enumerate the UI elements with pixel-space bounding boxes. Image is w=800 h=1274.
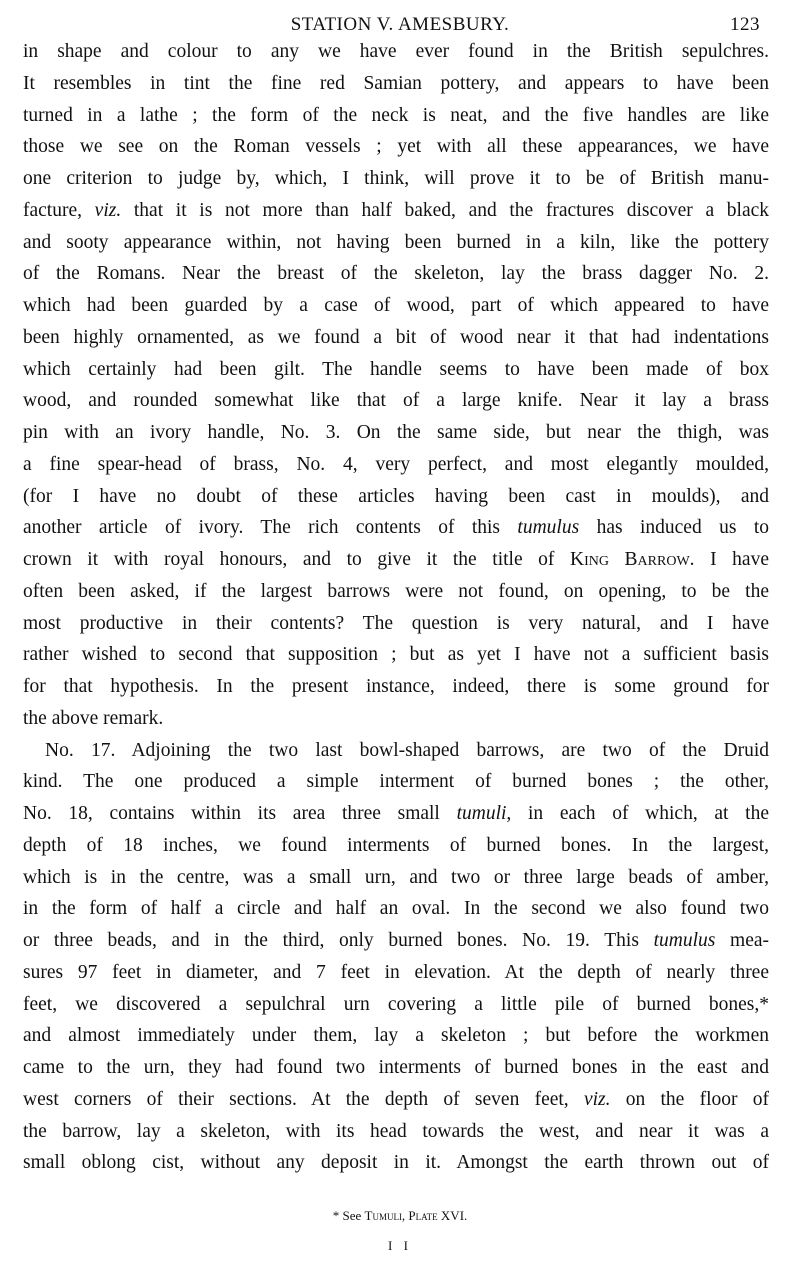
text-line xyxy=(23,36,769,68)
text-line xyxy=(23,989,769,1021)
text-line xyxy=(23,163,769,195)
text-line xyxy=(23,639,769,671)
text-segment: crown it with royal honours, and to give it the title of xyxy=(23,549,570,570)
text-segment: in shape and colour to any we have ever found in the British sepulchres. xyxy=(23,41,769,62)
text-line xyxy=(23,735,769,767)
italic-text: viz. xyxy=(94,199,122,221)
signature-mark: I I xyxy=(388,1238,412,1253)
text-line xyxy=(23,798,769,830)
footnote-marker: * See xyxy=(332,1208,365,1223)
text-line xyxy=(23,512,769,544)
text-segment: on the floor of xyxy=(610,1088,769,1110)
text-line xyxy=(23,576,769,608)
text-line xyxy=(23,481,769,513)
text-segment: been highly ornamented, as we found a bit of wood near it that had indentations xyxy=(23,326,769,348)
text-line xyxy=(23,417,769,449)
text-line xyxy=(23,449,769,481)
text-line xyxy=(23,766,769,798)
text-line xyxy=(23,131,769,163)
text-segment: small oblong cist, without any deposit in it. Amongst the earth thrown out of xyxy=(23,1152,769,1174)
text-segment: kind. The one produced a simple interment of burned bones ; the other, xyxy=(23,771,769,793)
text-segment: No. 17. Adjoining the two last bowl-shaped barrows, are two of the Druid xyxy=(45,739,769,761)
text-segment: most productive in their contents? The question is very natural, and I have xyxy=(23,612,769,634)
text-segment: those we see on the Roman vessels ; yet with all these appearances, we have xyxy=(23,136,769,158)
footnote xyxy=(0,1208,800,1224)
text-segment: of the Romans. Near the breast of the skeleton, lay the brass dagger No. 2. xyxy=(23,263,769,285)
text-segment: and almost immediately under them, lay a skeleton ; but before the workmen xyxy=(23,1025,769,1047)
text-segment: the above remark. xyxy=(23,707,164,729)
text-line xyxy=(23,544,769,576)
text-segment: in each of which, at the xyxy=(511,803,769,824)
small-caps-text: King Barrow xyxy=(570,549,690,570)
text-segment: and sooty appearance within, not having been burned in a kiln, like the pottery xyxy=(23,231,769,253)
text-segment: No. 18, contains within its area three small xyxy=(23,803,457,824)
text-line xyxy=(23,957,769,989)
text-line xyxy=(23,385,769,417)
italic-text: tumulus xyxy=(517,517,580,539)
text-line xyxy=(23,258,769,290)
text-segment: rather wished to second that supposition ; but as yet I have not a sufficient basis xyxy=(23,644,769,666)
text-line xyxy=(23,862,769,894)
text-segment: has induced us to xyxy=(579,517,769,539)
text-segment: mea- xyxy=(715,930,769,951)
text-segment: which had been guarded by a case of wood, part of which appeared to have xyxy=(23,295,769,316)
running-title: STATION V. AMESBURY. xyxy=(290,14,510,35)
text-segment: wood, and rounded somewhat like that of a large knife. Near it lay a brass xyxy=(23,390,769,412)
text-line xyxy=(23,893,769,925)
text-segment: for that hypothesis. In the present instance, indeed, there is some ground for xyxy=(23,676,769,697)
text-line xyxy=(23,1116,769,1148)
text-segment: often been asked, if the largest barrows were not found, on opening, to be the xyxy=(23,580,769,602)
text-line xyxy=(23,671,769,703)
text-segment: It resembles in tint the fine red Samian pottery, and appears to have been xyxy=(23,72,769,94)
text-line xyxy=(23,195,769,227)
text-segment: one criterion to judge by, which, I think, will prove it to be of British manu- xyxy=(23,168,769,189)
text-line xyxy=(23,703,769,735)
text-segment: sures 97 feet in diameter, and 7 feet in elevation. At the depth of nearly three xyxy=(23,961,769,983)
text-line xyxy=(23,1052,769,1084)
text-line xyxy=(23,354,769,386)
italic-text: tumulus xyxy=(653,930,716,951)
page-number: 123 xyxy=(730,14,760,35)
footnote-text: Tumuli, Plate XVI. xyxy=(364,1208,468,1223)
text-line xyxy=(23,227,769,259)
text-line xyxy=(23,100,769,132)
text-line xyxy=(23,68,769,100)
text-segment: that it is not more than half baked, and the fractures discover a black xyxy=(121,199,770,221)
text-segment: west corners of their sections. At the depth of seven feet, xyxy=(23,1088,584,1110)
text-segment: . I have xyxy=(689,549,769,570)
text-segment: or three beads, and in the third, only burned bones. No. 19. This xyxy=(23,930,654,951)
body-text xyxy=(23,36,769,1179)
text-line xyxy=(23,322,769,354)
text-segment: facture, xyxy=(23,199,95,221)
text-segment: in the form of half a circle and half an oval. In the second we also found two xyxy=(23,898,769,920)
italic-text: viz. xyxy=(583,1088,611,1110)
text-line xyxy=(23,1084,769,1116)
text-line xyxy=(23,925,769,957)
text-segment: feet, we discovered a sepulchral urn covering a little pile of burned bones,* xyxy=(23,993,769,1015)
text-line xyxy=(23,608,769,640)
text-line xyxy=(23,1147,769,1179)
text-line xyxy=(23,1020,769,1052)
text-segment: the barrow, lay a skeleton, with its head towards the west, and near it was a xyxy=(23,1120,769,1142)
text-segment: another article of ivory. The rich contents of this xyxy=(23,517,518,539)
text-segment: which is in the centre, was a small urn, and two or three large beads of amber, xyxy=(23,866,769,888)
text-segment: which certainly had been gilt. The handle seems to have been made of box xyxy=(23,358,769,380)
text-segment: turned in a lathe ; the form of the neck is neat, and the five handles are like xyxy=(23,104,769,126)
text-segment: depth of 18 inches, we found interments of burned bones. In the largest, xyxy=(23,834,769,856)
text-segment: came to the urn, they had found two interments of burned bones in the east and xyxy=(23,1057,769,1078)
text-line xyxy=(23,830,769,862)
text-line xyxy=(23,290,769,322)
text-segment: (for I have no doubt of these articles having been cast in moulds), and xyxy=(23,485,769,507)
text-segment: a fine spear-head of brass, No. 4, very perfect, and most elegantly moulded, xyxy=(23,453,769,475)
text-segment: pin with an ivory handle, No. 3. On the same side, but near the thigh, was xyxy=(23,422,769,443)
italic-text: tumuli, xyxy=(456,803,512,824)
